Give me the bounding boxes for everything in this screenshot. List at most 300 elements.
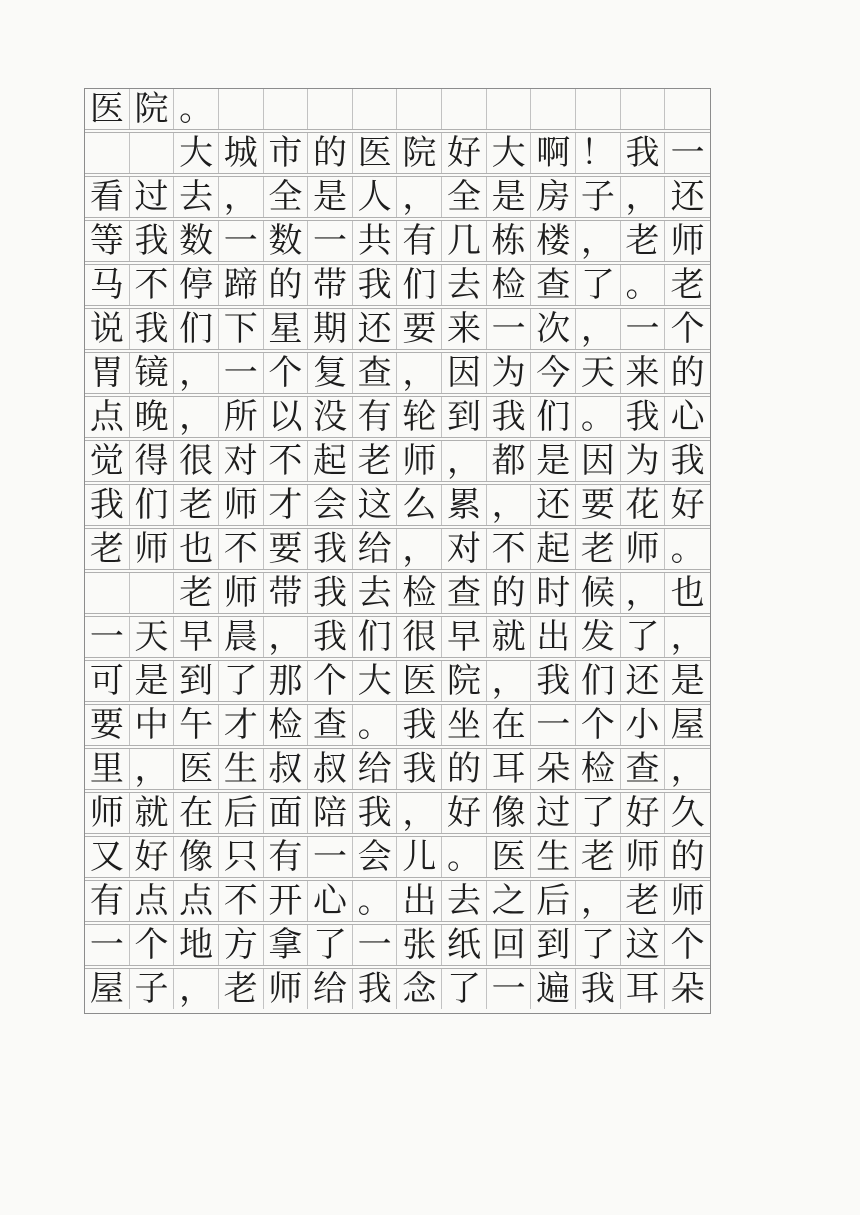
grid-cell: 很 (174, 441, 219, 481)
grid-cell: 医 (353, 133, 398, 173)
grid-cell: 坐 (442, 705, 487, 745)
grid-cell: 可 (85, 661, 130, 701)
grid-cell: 们 (174, 309, 219, 349)
grid-cell: 之 (487, 881, 532, 921)
grid-cell: 对 (442, 529, 487, 569)
grid-cell: 。 (670, 529, 705, 570)
grid-cell: 师 (397, 441, 442, 481)
grid-cell: 看 (85, 177, 130, 217)
grid-cell: 有 (264, 837, 309, 877)
grid-cell: 地 (174, 925, 219, 965)
grid-cell: 去 (174, 177, 219, 217)
grid-cell: 栋 (487, 221, 532, 261)
grid-cell: 不 (219, 881, 264, 921)
text-line (85, 837, 710, 877)
grid-cell: 老 (670, 265, 705, 306)
grid-cell: 这 (621, 925, 666, 965)
grid-cell: 数 (264, 221, 309, 261)
grid-cell: 才 (219, 705, 264, 745)
grid-cell: 一 (308, 837, 353, 877)
grid-cell (130, 573, 175, 613)
grid-cell: 发 (576, 617, 621, 657)
grid-cell: 面 (264, 793, 309, 833)
grid-cell: 们 (531, 397, 576, 437)
grid-cell: 候 (576, 573, 621, 613)
grid-cell: 有 (85, 881, 130, 921)
grid-cell (353, 89, 398, 129)
grid-cell: 了 (576, 265, 621, 305)
grid-cell: ， (576, 309, 621, 349)
grid-cell: 个 (576, 705, 621, 745)
grid-cell: ， (397, 529, 442, 569)
grid-cell: 以 (264, 397, 309, 437)
grid-cell: 因 (576, 441, 621, 481)
text-line (85, 925, 710, 965)
grid-cell: 念 (397, 969, 442, 1009)
text-line (85, 177, 710, 217)
grid-cell: 一 (487, 969, 532, 1009)
grid-cell: 像 (174, 837, 219, 877)
grid-cell: 的 (264, 265, 309, 305)
grid-cell: 要 (264, 529, 309, 569)
grid-cell: 数 (174, 221, 219, 261)
grid-cell: ， (174, 969, 219, 1009)
grid-cell: 老 (621, 881, 666, 921)
grid-cell: 星 (264, 309, 309, 349)
grid-cell: ， (442, 441, 487, 481)
text-line (85, 309, 710, 349)
grid-cell: 检 (487, 265, 532, 305)
grid-cell: 我 (397, 749, 442, 789)
grid-cell: 市 (264, 133, 309, 173)
grid-cell: 好 (621, 793, 666, 833)
grid-cell: 查 (353, 353, 398, 393)
grid-cell: 大 (174, 133, 219, 173)
grid-cell (85, 573, 130, 613)
grid-cell: 老 (621, 221, 666, 261)
grid-cell: 一 (621, 309, 666, 349)
grid-cell: 院 (397, 133, 442, 173)
grid-cell (264, 89, 309, 129)
grid-cell: 查 (308, 705, 353, 745)
grid-cell: 老 (219, 969, 264, 1009)
grid-cell: 不 (219, 529, 264, 569)
grid-cell: 就 (487, 617, 532, 657)
grid-cell: 也 (670, 573, 705, 614)
grid-cell (531, 89, 576, 129)
grid-cell: 会 (353, 837, 398, 877)
grid-cell: 师 (219, 573, 264, 613)
grid-cell: 朵 (531, 749, 576, 789)
text-line (85, 441, 710, 481)
grid-cell: ， (670, 749, 705, 790)
grid-cell: 好 (670, 485, 705, 526)
grid-cell: 我 (353, 793, 398, 833)
grid-cell: 的 (670, 837, 705, 878)
grid-cell: 不 (264, 441, 309, 481)
grid-cell: 那 (264, 661, 309, 701)
grid-cell: 我 (487, 397, 532, 437)
grid-cell: ， (130, 749, 175, 789)
grid-cell: 我 (308, 617, 353, 657)
grid-cell: 回 (487, 925, 532, 965)
grid-cell: 有 (353, 397, 398, 437)
text-line (85, 573, 710, 613)
grid-cell: 又 (85, 837, 130, 877)
grid-cell: 早 (174, 617, 219, 657)
grid-cell: 的 (487, 573, 532, 613)
grid-cell: 屋 (85, 969, 130, 1009)
grid-cell: 师 (621, 837, 666, 877)
grid-cell: 给 (353, 749, 398, 789)
grid-cell: 小 (621, 705, 666, 745)
grid-cell: 为 (621, 441, 666, 481)
grid-cell: 后 (219, 793, 264, 833)
grid-cell: 纸 (442, 925, 487, 965)
grid-cell: 一 (85, 925, 130, 965)
grid-cell: 了 (621, 617, 666, 657)
grid-cell: 老 (576, 529, 621, 569)
grid-cell: 子 (130, 969, 175, 1009)
grid-cell: 胃 (85, 353, 130, 393)
grid-cell: 好 (442, 793, 487, 833)
grid-cell: 拿 (264, 925, 309, 965)
grid-cell: 耳 (487, 749, 532, 789)
grid-cell: 就 (130, 793, 175, 833)
grid-cell: 检 (397, 573, 442, 613)
grid-cell: 的 (442, 749, 487, 789)
grid-cell: 院 (442, 661, 487, 701)
grid-cell: 我 (308, 573, 353, 613)
grid-cell: 楼 (531, 221, 576, 261)
grid-cell: 。 (353, 881, 398, 921)
text-line (85, 529, 710, 569)
grid-cell: 是 (130, 661, 175, 701)
grid-cell: 子 (576, 177, 621, 217)
grid-cell: 查 (531, 265, 576, 305)
text-line (85, 89, 710, 129)
grid-cell: 时 (531, 573, 576, 613)
grid-cell: 们 (353, 617, 398, 657)
text-line (85, 749, 710, 789)
grid-cell: 叔 (308, 749, 353, 789)
grid-cell: 们 (576, 661, 621, 701)
grid-cell: 。 (621, 265, 666, 305)
grid-cell: 我 (308, 529, 353, 569)
grid-cell: 老 (174, 485, 219, 525)
text-line (85, 661, 710, 701)
grid-cell: 我 (130, 221, 175, 261)
grid-cell: 来 (442, 309, 487, 349)
grid-cell: 遍 (531, 969, 576, 1009)
grid-cell: 不 (130, 265, 175, 305)
grid-cell: 我 (85, 485, 130, 525)
grid-cell: 期 (308, 309, 353, 349)
grid-cell: 检 (264, 705, 309, 745)
grid-cell: 老 (576, 837, 621, 877)
grid-cell: 了 (576, 793, 621, 833)
grid-cell: 没 (308, 397, 353, 437)
grid-cell: 下 (219, 309, 264, 349)
grid-cell: 开 (264, 881, 309, 921)
grid-cell: 这 (353, 485, 398, 525)
grid-cell: 检 (576, 749, 621, 789)
grid-cell: 生 (531, 837, 576, 877)
grid-cell: 过 (531, 793, 576, 833)
grid-cell: 只 (219, 837, 264, 877)
grid-cell: 我 (621, 397, 666, 437)
grid-cell: 生 (219, 749, 264, 789)
grid-cell: ！ (576, 133, 621, 173)
grid-cell: 有 (397, 221, 442, 261)
grid-cell: ， (174, 353, 219, 393)
grid-cell: 了 (576, 925, 621, 965)
grid-cell: 一 (308, 221, 353, 261)
grid-cell: ， (174, 397, 219, 437)
grid-cell: 带 (264, 573, 309, 613)
grid-cell (85, 133, 130, 173)
grid-cell: 叔 (264, 749, 309, 789)
grid-cell: 去 (353, 573, 398, 613)
grid-cell: 给 (353, 529, 398, 569)
grid-cell: 了 (219, 661, 264, 701)
grid-cell: 后 (531, 881, 576, 921)
grid-cell: ， (264, 617, 309, 657)
grid-cell: 还 (621, 661, 666, 701)
grid-cell: 我 (621, 133, 666, 173)
grid-cell: 晨 (219, 617, 264, 657)
grid-cell: 要 (397, 309, 442, 349)
grid-cell (308, 89, 353, 129)
grid-cell: 个 (308, 661, 353, 701)
grid-cell: 点 (174, 881, 219, 921)
grid-cell: 师 (670, 221, 705, 262)
text-line (85, 265, 710, 305)
grid-cell: 一 (487, 309, 532, 349)
grid-cell: 院 (130, 89, 175, 129)
grid-cell: 所 (219, 397, 264, 437)
grid-cell: 么 (397, 485, 442, 525)
grid-cell: 。 (353, 705, 398, 745)
grid-cell: 去 (442, 265, 487, 305)
grid-cell: 啊 (531, 133, 576, 173)
grid-cell: 起 (308, 441, 353, 481)
text-line (85, 221, 710, 261)
text-line (85, 793, 710, 833)
grid-cell: 了 (442, 969, 487, 1009)
grid-cell: 大 (353, 661, 398, 701)
grid-cell: 带 (308, 265, 353, 305)
grid-cell: 久 (670, 793, 705, 834)
grid-cell: ， (487, 485, 532, 525)
text-line (85, 881, 710, 921)
grid-cell: 心 (670, 397, 705, 438)
grid-cell: 。 (442, 837, 487, 877)
grid-cell: 个 (264, 353, 309, 393)
grid-cell: 像 (487, 793, 532, 833)
grid-cell: 心 (308, 881, 353, 921)
grid-cell: ， (621, 177, 666, 217)
grid-cell: 累 (442, 485, 487, 525)
grid-cell: 医 (487, 837, 532, 877)
grid-cell: 医 (85, 89, 130, 129)
grid-cell: 到 (442, 397, 487, 437)
grid-cell: 个 (130, 925, 175, 965)
grid-cell: 个 (670, 925, 705, 966)
grid-cell: 。 (576, 397, 621, 437)
grid-cell: 查 (442, 573, 487, 613)
grid-cell: 很 (397, 617, 442, 657)
grid-cell: 今 (531, 353, 576, 393)
grid-cell: 是 (487, 177, 532, 217)
grid-cell: 全 (264, 177, 309, 217)
grid-cell: 一 (219, 353, 264, 393)
grid-cell: 。 (174, 89, 219, 129)
grid-cell (487, 89, 532, 129)
grid-cell: 老 (174, 573, 219, 613)
grid-cell: 是 (308, 177, 353, 217)
grid-cell (442, 89, 487, 129)
grid-cell: 房 (531, 177, 576, 217)
grid-cell: 一 (353, 925, 398, 965)
text-line (85, 705, 710, 745)
grid-cell: 天 (576, 353, 621, 393)
grid-cell: 一 (531, 705, 576, 745)
grid-cell: 晚 (130, 397, 175, 437)
grid-cell: 还 (531, 485, 576, 525)
grid-cell: 复 (308, 353, 353, 393)
grid-cell: 个 (670, 309, 705, 350)
text-line (85, 485, 710, 525)
grid-cell: 因 (442, 353, 487, 393)
grid-cell: 的 (308, 133, 353, 173)
grid-cell: 出 (531, 617, 576, 657)
grid-cell: 我 (670, 441, 705, 482)
grid-cell: 老 (353, 441, 398, 481)
grid-cell: 不 (487, 529, 532, 569)
grid-cell (219, 89, 264, 129)
grid-cell: 几 (442, 221, 487, 261)
grid-cell: 的 (670, 353, 705, 394)
grid-cell: ， (576, 221, 621, 261)
grid-cell (665, 89, 710, 129)
grid-cell: 出 (397, 881, 442, 921)
grid-cell: 轮 (397, 397, 442, 437)
grid-cell (576, 89, 621, 129)
grid-cell: ， (576, 881, 621, 921)
grid-cell: 天 (130, 617, 175, 657)
grid-cell: 都 (487, 441, 532, 481)
grid-cell: 们 (130, 485, 175, 525)
grid-cell: 停 (174, 265, 219, 305)
text-line (85, 969, 710, 1009)
text-line (85, 133, 710, 173)
grid-cell: 师 (85, 793, 130, 833)
grid-cell: 去 (442, 881, 487, 921)
grid-cell: 师 (621, 529, 666, 569)
grid-cell: 人 (353, 177, 398, 217)
grid-cell: 镜 (130, 353, 175, 393)
grid-cell (397, 89, 442, 129)
grid-cell: 医 (397, 661, 442, 701)
grid-cell: 全 (442, 177, 487, 217)
grid-cell: 还 (670, 177, 705, 218)
grid-cell: 才 (264, 485, 309, 525)
grid-cell: 到 (174, 661, 219, 701)
grid-cell: 师 (264, 969, 309, 1009)
grid-cell: 还 (353, 309, 398, 349)
grid-cell: 我 (130, 309, 175, 349)
grid-cell: 一 (670, 133, 705, 174)
grid-cell: 我 (576, 969, 621, 1009)
grid-cell (130, 133, 175, 173)
grid-cell: 耳 (621, 969, 666, 1009)
grid-cell: 为 (487, 353, 532, 393)
grid-cell: 会 (308, 485, 353, 525)
grid-cell: 是 (670, 661, 705, 702)
grid-cell: 一 (85, 617, 130, 657)
grid-cell: 说 (85, 309, 130, 349)
grid-cell: 师 (130, 529, 175, 569)
grid-cell: 过 (130, 177, 175, 217)
grid-cell: 我 (397, 705, 442, 745)
grid-cell: 张 (397, 925, 442, 965)
grid-cell: 要 (576, 485, 621, 525)
grid-cell: 觉 (85, 441, 130, 481)
grid-cell: ， (670, 617, 705, 658)
grid-cell: 是 (531, 441, 576, 481)
grid-cell: ， (397, 793, 442, 833)
grid-cell: 要 (85, 705, 130, 745)
grid-cell: 次 (531, 309, 576, 349)
text-line (85, 353, 710, 393)
grid-cell: 中 (130, 705, 175, 745)
grid-cell: 我 (531, 661, 576, 701)
grid-cell: 起 (531, 529, 576, 569)
grid-cell: 我 (353, 969, 398, 1009)
grid-cell: 屋 (670, 705, 705, 746)
grid-cell: 到 (531, 925, 576, 965)
grid-cell: 里 (85, 749, 130, 789)
text-line (85, 397, 710, 437)
grid-cell: 好 (442, 133, 487, 173)
grid-cell: 花 (621, 485, 666, 525)
grid-cell: 点 (130, 881, 175, 921)
grid-cell: 们 (397, 265, 442, 305)
grid-cell: 方 (219, 925, 264, 965)
grid-cell: 在 (487, 705, 532, 745)
grid-cell: 医 (174, 749, 219, 789)
grid-cell: 在 (174, 793, 219, 833)
grid-cell: 老 (85, 529, 130, 569)
manuscript-grid-paper (84, 88, 711, 1014)
grid-cell: 对 (219, 441, 264, 481)
grid-cell: 师 (670, 881, 705, 922)
grid-cell: 朵 (670, 969, 705, 1010)
grid-cell: 共 (353, 221, 398, 261)
grid-cell (621, 89, 666, 129)
grid-cell: 查 (621, 749, 666, 789)
grid-cell: 点 (85, 397, 130, 437)
grid-cell: 大 (487, 133, 532, 173)
grid-cell: ， (487, 661, 532, 701)
grid-cell: 等 (85, 221, 130, 261)
grid-cell: 陪 (308, 793, 353, 833)
grid-cell: 儿 (397, 837, 442, 877)
grid-cell: 马 (85, 265, 130, 305)
grid-cell: 我 (353, 265, 398, 305)
grid-cell: ， (397, 353, 442, 393)
